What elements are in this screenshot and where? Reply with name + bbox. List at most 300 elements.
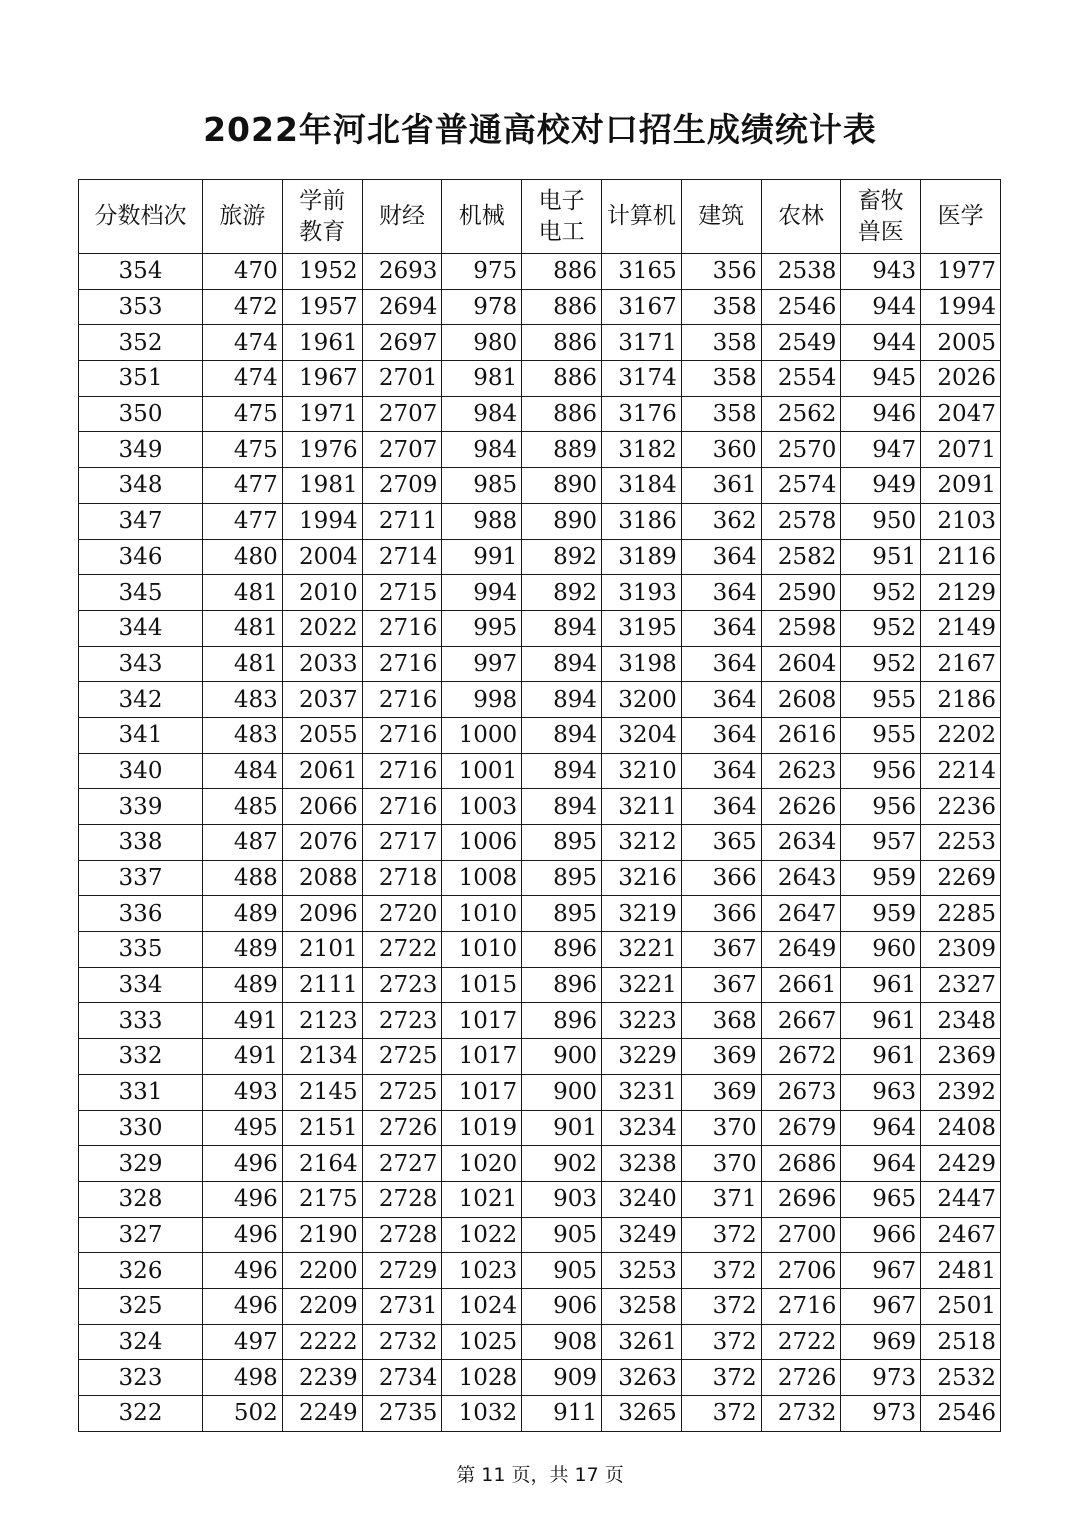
count-cell: 952 [841, 575, 921, 611]
count-cell: 2672 [761, 1039, 841, 1075]
count-cell: 973 [841, 1396, 921, 1432]
table-row [79, 468, 1001, 504]
count-cell: 356 [681, 254, 761, 290]
count-cell: 2697 [362, 325, 442, 361]
score-cell: 328 [79, 1181, 203, 1217]
count-cell: 475 [203, 396, 283, 432]
count-cell: 2725 [362, 1039, 442, 1075]
count-cell: 496 [203, 1253, 283, 1289]
table-row [79, 1324, 1001, 1360]
count-cell: 2175 [282, 1181, 362, 1217]
count-cell: 955 [841, 682, 921, 718]
count-cell: 2447 [921, 1181, 1001, 1217]
count-cell: 2037 [282, 682, 362, 718]
score-cell: 341 [79, 717, 203, 753]
count-cell: 909 [522, 1360, 602, 1396]
count-cell: 947 [841, 432, 921, 468]
column-header: 计算机 [601, 180, 681, 254]
count-cell: 894 [522, 682, 602, 718]
count-cell: 3221 [601, 967, 681, 1003]
count-cell: 2647 [761, 896, 841, 932]
count-cell: 997 [442, 646, 522, 682]
count-cell: 1006 [442, 825, 522, 861]
count-cell: 2700 [761, 1217, 841, 1253]
count-cell: 2649 [761, 932, 841, 968]
count-cell: 488 [203, 860, 283, 896]
count-cell: 3165 [601, 254, 681, 290]
count-cell: 998 [442, 682, 522, 718]
table-row [79, 682, 1001, 718]
count-cell: 2727 [362, 1146, 442, 1182]
count-cell: 2103 [921, 503, 1001, 539]
count-cell: 3261 [601, 1324, 681, 1360]
count-cell: 497 [203, 1324, 283, 1360]
count-cell: 2732 [362, 1324, 442, 1360]
count-cell: 491 [203, 1039, 283, 1075]
count-cell: 2348 [921, 1003, 1001, 1039]
score-cell: 347 [79, 503, 203, 539]
count-cell: 3253 [601, 1253, 681, 1289]
score-cell: 340 [79, 753, 203, 789]
count-cell: 2716 [761, 1288, 841, 1324]
count-cell: 2608 [761, 682, 841, 718]
score-cell: 333 [79, 1003, 203, 1039]
count-cell: 372 [681, 1217, 761, 1253]
count-cell: 2004 [282, 539, 362, 575]
count-cell: 984 [442, 432, 522, 468]
count-cell: 2709 [362, 468, 442, 504]
score-cell: 354 [79, 254, 203, 290]
count-cell: 1994 [921, 289, 1001, 325]
count-cell: 358 [681, 325, 761, 361]
count-cell: 365 [681, 825, 761, 861]
count-cell: 3182 [601, 432, 681, 468]
count-cell: 895 [522, 825, 602, 861]
count-cell: 474 [203, 325, 283, 361]
score-cell: 353 [79, 289, 203, 325]
count-cell: 967 [841, 1253, 921, 1289]
count-cell: 951 [841, 539, 921, 575]
count-cell: 894 [522, 646, 602, 682]
count-cell: 2578 [761, 503, 841, 539]
count-cell: 361 [681, 468, 761, 504]
count-cell: 956 [841, 789, 921, 825]
count-cell: 2582 [761, 539, 841, 575]
count-cell: 477 [203, 468, 283, 504]
count-cell: 1010 [442, 932, 522, 968]
score-cell: 335 [79, 932, 203, 968]
score-cell: 349 [79, 432, 203, 468]
count-cell: 474 [203, 361, 283, 397]
count-cell: 502 [203, 1396, 283, 1432]
count-cell: 2729 [362, 1253, 442, 1289]
count-cell: 2716 [362, 789, 442, 825]
count-cell: 2010 [282, 575, 362, 611]
count-cell: 2123 [282, 1003, 362, 1039]
count-cell: 2066 [282, 789, 362, 825]
count-cell: 369 [681, 1039, 761, 1075]
count-cell: 2716 [362, 646, 442, 682]
count-cell: 487 [203, 825, 283, 861]
table-row [79, 932, 1001, 968]
count-cell: 2164 [282, 1146, 362, 1182]
count-cell: 1017 [442, 1003, 522, 1039]
count-cell: 477 [203, 503, 283, 539]
count-cell: 2696 [761, 1181, 841, 1217]
score-cell: 334 [79, 967, 203, 1003]
count-cell: 2726 [362, 1110, 442, 1146]
count-cell: 3231 [601, 1074, 681, 1110]
count-cell: 2720 [362, 896, 442, 932]
count-cell: 956 [841, 753, 921, 789]
count-cell: 1019 [442, 1110, 522, 1146]
count-cell: 3249 [601, 1217, 681, 1253]
count-cell: 364 [681, 682, 761, 718]
count-cell: 892 [522, 575, 602, 611]
table-row [79, 896, 1001, 932]
count-cell: 2716 [362, 753, 442, 789]
count-cell: 964 [841, 1146, 921, 1182]
count-cell: 908 [522, 1324, 602, 1360]
count-cell: 2369 [921, 1039, 1001, 1075]
count-cell: 489 [203, 932, 283, 968]
count-cell: 2309 [921, 932, 1001, 968]
count-cell: 496 [203, 1288, 283, 1324]
count-cell: 903 [522, 1181, 602, 1217]
count-cell: 895 [522, 896, 602, 932]
count-cell: 1023 [442, 1253, 522, 1289]
count-cell: 895 [522, 860, 602, 896]
count-cell: 2022 [282, 610, 362, 646]
count-cell: 364 [681, 789, 761, 825]
column-header: 旅游 [203, 180, 283, 254]
count-cell: 980 [442, 325, 522, 361]
count-cell: 3216 [601, 860, 681, 896]
count-cell: 3234 [601, 1110, 681, 1146]
count-cell: 1028 [442, 1360, 522, 1396]
score-cell: 346 [79, 539, 203, 575]
count-cell: 489 [203, 967, 283, 1003]
column-header: 农林 [761, 180, 841, 254]
column-header: 医学 [921, 180, 1001, 254]
count-cell: 1025 [442, 1324, 522, 1360]
count-cell: 3176 [601, 396, 681, 432]
table-row [79, 254, 1001, 290]
count-cell: 2722 [362, 932, 442, 968]
count-cell: 2129 [921, 575, 1001, 611]
count-cell: 364 [681, 575, 761, 611]
count-cell: 3198 [601, 646, 681, 682]
count-cell: 372 [681, 1360, 761, 1396]
count-cell: 2327 [921, 967, 1001, 1003]
count-cell: 1022 [442, 1217, 522, 1253]
count-cell: 2623 [761, 753, 841, 789]
count-cell: 2711 [362, 503, 442, 539]
count-cell: 894 [522, 610, 602, 646]
count-cell: 949 [841, 468, 921, 504]
table-row [79, 1217, 1001, 1253]
column-header: 财经 [362, 180, 442, 254]
count-cell: 2096 [282, 896, 362, 932]
count-cell: 896 [522, 967, 602, 1003]
count-cell: 2679 [761, 1110, 841, 1146]
table-row [79, 1360, 1001, 1396]
count-cell: 2574 [761, 468, 841, 504]
table-row [79, 1003, 1001, 1039]
count-cell: 892 [522, 539, 602, 575]
score-cell: 323 [79, 1360, 203, 1396]
count-cell: 2055 [282, 717, 362, 753]
count-cell: 498 [203, 1360, 283, 1396]
count-cell: 2725 [362, 1074, 442, 1110]
count-cell: 2269 [921, 860, 1001, 896]
count-cell: 3263 [601, 1360, 681, 1396]
count-cell: 911 [522, 1396, 602, 1432]
count-cell: 2538 [761, 254, 841, 290]
count-cell: 1015 [442, 967, 522, 1003]
count-cell: 1976 [282, 432, 362, 468]
table-row [79, 860, 1001, 896]
score-cell: 344 [79, 610, 203, 646]
count-cell: 2202 [921, 717, 1001, 753]
count-cell: 2249 [282, 1396, 362, 1432]
count-cell: 2088 [282, 860, 362, 896]
column-header: 机械 [442, 180, 522, 254]
count-cell: 3167 [601, 289, 681, 325]
table-row [79, 1253, 1001, 1289]
count-cell: 2693 [362, 254, 442, 290]
table-row [79, 432, 1001, 468]
column-header: 畜牧 兽医 [841, 180, 921, 254]
score-cell: 338 [79, 825, 203, 861]
count-cell: 1020 [442, 1146, 522, 1182]
table-row [79, 1110, 1001, 1146]
count-cell: 959 [841, 896, 921, 932]
count-cell: 946 [841, 396, 921, 432]
count-cell: 943 [841, 254, 921, 290]
count-cell: 2667 [761, 1003, 841, 1039]
count-cell: 362 [681, 503, 761, 539]
count-cell: 3219 [601, 896, 681, 932]
score-cell: 332 [79, 1039, 203, 1075]
count-cell: 2694 [362, 289, 442, 325]
count-cell: 2151 [282, 1110, 362, 1146]
count-cell: 481 [203, 646, 283, 682]
count-cell: 2532 [921, 1360, 1001, 1396]
count-cell: 965 [841, 1181, 921, 1217]
count-cell: 2731 [362, 1288, 442, 1324]
count-cell: 2673 [761, 1074, 841, 1110]
count-cell: 960 [841, 932, 921, 968]
count-cell: 901 [522, 1110, 602, 1146]
table-row [79, 539, 1001, 575]
count-cell: 886 [522, 325, 602, 361]
count-cell: 2728 [362, 1217, 442, 1253]
table-row [79, 289, 1001, 325]
score-cell: 348 [79, 468, 203, 504]
count-cell: 944 [841, 325, 921, 361]
count-cell: 2707 [362, 396, 442, 432]
table-row [79, 1288, 1001, 1324]
count-cell: 3189 [601, 539, 681, 575]
column-header-score: 分数档次 [79, 180, 203, 254]
score-cell: 351 [79, 361, 203, 397]
score-cell: 322 [79, 1396, 203, 1432]
count-cell: 2604 [761, 646, 841, 682]
count-cell: 1967 [282, 361, 362, 397]
count-cell: 481 [203, 575, 283, 611]
count-cell: 2149 [921, 610, 1001, 646]
count-cell: 2209 [282, 1288, 362, 1324]
count-cell: 2061 [282, 753, 362, 789]
count-cell: 372 [681, 1253, 761, 1289]
count-cell: 2714 [362, 539, 442, 575]
count-cell: 2481 [921, 1253, 1001, 1289]
count-cell: 370 [681, 1146, 761, 1182]
count-cell: 2723 [362, 1003, 442, 1039]
count-cell: 2728 [362, 1181, 442, 1217]
count-cell: 3238 [601, 1146, 681, 1182]
count-cell: 364 [681, 717, 761, 753]
score-cell: 339 [79, 789, 203, 825]
count-cell: 964 [841, 1110, 921, 1146]
count-cell: 961 [841, 967, 921, 1003]
score-cell: 331 [79, 1074, 203, 1110]
count-cell: 3210 [601, 753, 681, 789]
count-cell: 368 [681, 1003, 761, 1039]
count-cell: 2734 [362, 1360, 442, 1396]
header-row [79, 180, 1001, 254]
count-cell: 2091 [921, 468, 1001, 504]
count-cell: 3174 [601, 361, 681, 397]
count-cell: 2626 [761, 789, 841, 825]
score-cell: 345 [79, 575, 203, 611]
count-cell: 3193 [601, 575, 681, 611]
table-row [79, 1146, 1001, 1182]
count-cell: 372 [681, 1324, 761, 1360]
count-cell: 959 [841, 860, 921, 896]
count-cell: 491 [203, 1003, 283, 1039]
score-cell: 326 [79, 1253, 203, 1289]
count-cell: 1032 [442, 1396, 522, 1432]
score-cell: 330 [79, 1110, 203, 1146]
count-cell: 2408 [921, 1110, 1001, 1146]
table-row [79, 610, 1001, 646]
count-cell: 480 [203, 539, 283, 575]
count-cell: 1001 [442, 753, 522, 789]
count-cell: 2598 [761, 610, 841, 646]
count-cell: 967 [841, 1288, 921, 1324]
column-header: 学前 教育 [282, 180, 362, 254]
count-cell: 2214 [921, 753, 1001, 789]
count-cell: 364 [681, 646, 761, 682]
count-cell: 2116 [921, 539, 1001, 575]
count-cell: 1977 [921, 254, 1001, 290]
table-row [79, 789, 1001, 825]
score-cell: 324 [79, 1324, 203, 1360]
score-cell: 325 [79, 1288, 203, 1324]
count-cell: 2134 [282, 1039, 362, 1075]
count-cell: 2562 [761, 396, 841, 432]
count-cell: 475 [203, 432, 283, 468]
count-cell: 966 [841, 1217, 921, 1253]
count-cell: 894 [522, 717, 602, 753]
count-cell: 1957 [282, 289, 362, 325]
count-cell: 944 [841, 289, 921, 325]
count-cell: 372 [681, 1288, 761, 1324]
count-cell: 358 [681, 396, 761, 432]
table-row [79, 396, 1001, 432]
count-cell: 2101 [282, 932, 362, 968]
count-cell: 886 [522, 289, 602, 325]
column-header: 建筑 [681, 180, 761, 254]
score-statistics-table [78, 179, 1001, 1432]
count-cell: 1017 [442, 1039, 522, 1075]
count-cell: 483 [203, 717, 283, 753]
count-cell: 2549 [761, 325, 841, 361]
count-cell: 973 [841, 1360, 921, 1396]
count-cell: 489 [203, 896, 283, 932]
count-cell: 2707 [362, 432, 442, 468]
count-cell: 370 [681, 1110, 761, 1146]
count-cell: 2716 [362, 717, 442, 753]
count-cell: 3200 [601, 682, 681, 718]
count-cell: 372 [681, 1396, 761, 1432]
count-cell: 890 [522, 503, 602, 539]
table-row [79, 503, 1001, 539]
count-cell: 2236 [921, 789, 1001, 825]
count-cell: 2723 [362, 967, 442, 1003]
count-cell: 2643 [761, 860, 841, 896]
count-cell: 3258 [601, 1288, 681, 1324]
count-cell: 3229 [601, 1039, 681, 1075]
page-footer: 第 11 页，共 17 页 [456, 1464, 624, 1486]
count-cell: 2686 [761, 1146, 841, 1182]
count-cell: 358 [681, 289, 761, 325]
count-cell: 886 [522, 254, 602, 290]
count-cell: 481 [203, 610, 283, 646]
count-cell: 896 [522, 932, 602, 968]
count-cell: 495 [203, 1110, 283, 1146]
count-cell: 950 [841, 503, 921, 539]
count-cell: 886 [522, 361, 602, 397]
count-cell: 896 [522, 1003, 602, 1039]
count-cell: 2429 [921, 1146, 1001, 1182]
count-cell: 890 [522, 468, 602, 504]
count-cell: 485 [203, 789, 283, 825]
count-cell: 3186 [601, 503, 681, 539]
count-cell: 978 [442, 289, 522, 325]
count-cell: 1961 [282, 325, 362, 361]
count-cell: 3223 [601, 1003, 681, 1039]
count-cell: 900 [522, 1074, 602, 1110]
table-row [79, 825, 1001, 861]
table-body [79, 254, 1001, 1432]
count-cell: 3184 [601, 468, 681, 504]
table-row [79, 575, 1001, 611]
score-cell: 327 [79, 1217, 203, 1253]
count-cell: 975 [442, 254, 522, 290]
count-cell: 3240 [601, 1181, 681, 1217]
count-cell: 369 [681, 1074, 761, 1110]
column-header: 电子 电工 [522, 180, 602, 254]
table-row [79, 361, 1001, 397]
table-row [79, 1396, 1001, 1432]
table-header [79, 180, 1001, 254]
count-cell: 991 [442, 539, 522, 575]
count-cell: 2735 [362, 1396, 442, 1432]
count-cell: 988 [442, 503, 522, 539]
